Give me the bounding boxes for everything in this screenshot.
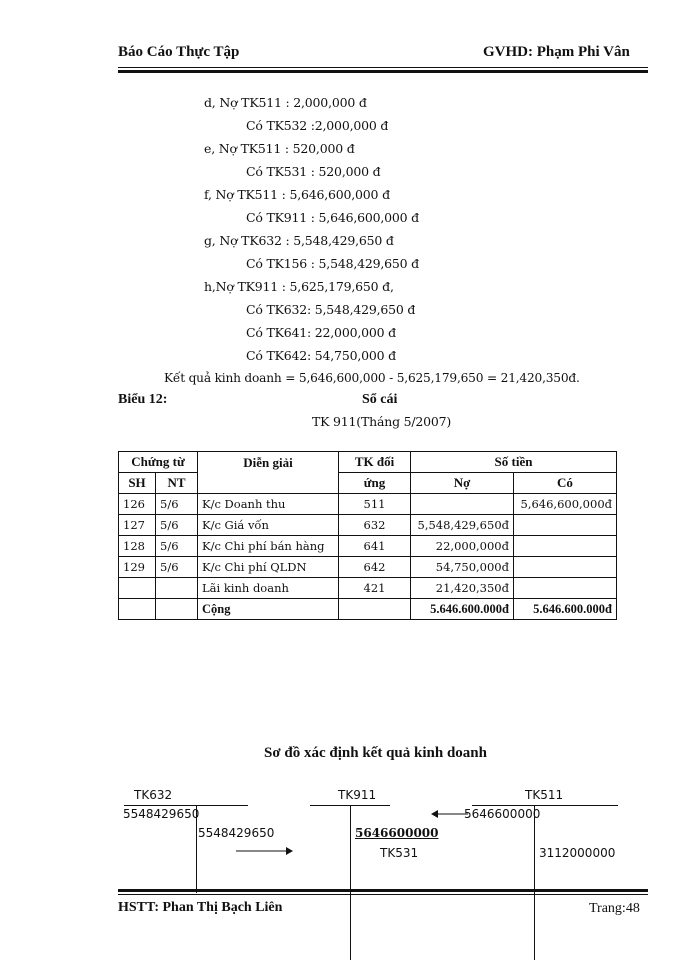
result-line: Kết quả kinh doanh = 5,646,600,000 - 5,625,179,650 = 21,420,350đ.	[164, 371, 580, 385]
cell-nt: 5/6	[156, 557, 198, 578]
col-no: Nợ	[411, 473, 514, 494]
cell-tk: 632	[339, 515, 411, 536]
cell-dien-giai: K/c Doanh thu	[198, 494, 339, 515]
table-row	[119, 494, 617, 515]
cell-tk: 511	[339, 494, 411, 515]
cell-dien-giai: K/c Chi phí QLDN	[198, 557, 339, 578]
t-account-511-label: TK511	[525, 788, 564, 802]
cell-co	[514, 536, 617, 557]
entry-f-debit: f, Nợ TK511 : 5,646,600,000 đ	[204, 187, 390, 202]
cell-sh	[119, 578, 156, 599]
entry-d-credit: Có TK532 :2,000,000 đ	[246, 118, 389, 133]
cell-nt: 5/6	[156, 536, 198, 557]
header-rule-thin	[118, 67, 648, 68]
t-account-911-stem	[350, 805, 351, 960]
cell-sh: 126	[119, 494, 156, 515]
col-sh: SH	[119, 473, 156, 494]
bieu-label: Biểu 12:	[118, 392, 168, 407]
cell-no: 5,548,429,650đ	[411, 515, 514, 536]
t-account-911-label: TK911	[338, 788, 377, 802]
col-chung-tu: Chứng từ	[119, 452, 198, 473]
header-right: GVHD: Phạm Phi Vân	[483, 44, 630, 60]
entry-d-debit: d, Nợ TK511 : 2,000,000 đ	[204, 95, 367, 110]
entry-h-credit-632: Có TK632: 5,548,429,650 đ	[246, 302, 416, 317]
footer-rule-thick	[118, 889, 648, 892]
total-no: 5.646.600.000đ	[411, 599, 514, 620]
diagram-title: Sơ đồ xác định kết quả kinh doanh	[264, 745, 487, 761]
t632-credit-value: 5548429650	[198, 826, 275, 840]
entry-h-credit-641: Có TK641: 22,000,000 đ	[246, 325, 396, 340]
entry-h-debit: h,Nợ TK911 : 5,625,179,650 đ,	[204, 279, 394, 294]
cell-co	[514, 515, 617, 536]
t-account-632-label: TK632	[134, 788, 173, 802]
t911-total-value: 5646600000	[355, 826, 439, 840]
table-row	[119, 536, 617, 557]
col-tk-doi: TK đối	[339, 452, 411, 473]
cell-co	[514, 578, 617, 599]
entry-f-credit: Có TK911 : 5,646,600,000 đ	[246, 210, 419, 225]
cell-dien-giai: K/c Chi phí bán hàng	[198, 536, 339, 557]
arrow-left-icon	[430, 807, 470, 821]
cell-no: 21,420,350đ	[411, 578, 514, 599]
cell-co: 5,646,600,000đ	[514, 494, 617, 515]
footer-rule-thin	[118, 894, 648, 895]
arrow-right-icon	[234, 844, 294, 858]
ledger-title: Sổ cái	[362, 392, 398, 407]
ledger-table	[118, 451, 617, 620]
cell-nt: 5/6	[156, 494, 198, 515]
t911-credit-value: 5646600000	[464, 807, 541, 821]
header-left: Báo Cáo Thực Tập	[118, 44, 240, 60]
entry-e-debit: e, Nợ TK511 : 520,000 đ	[204, 141, 355, 156]
col-co: Có	[514, 473, 617, 494]
entry-g-credit: Có TK156 : 5,548,429,650 đ	[246, 256, 419, 271]
cell-tk: 642	[339, 557, 411, 578]
t-account-511-top	[472, 805, 618, 806]
header-rule-thick	[118, 70, 648, 73]
col-so-tien: Số tiền	[411, 452, 617, 473]
entry-e-credit: Có TK531 : 520,000 đ	[246, 164, 381, 179]
cell-nt	[156, 578, 198, 599]
cell-nt: 5/6	[156, 515, 198, 536]
table-row	[119, 578, 617, 599]
footer-left: HSTT: Phan Thị Bạch Liên	[118, 900, 283, 915]
cell-no	[411, 494, 514, 515]
cell-sh: 129	[119, 557, 156, 578]
cell-sh: 128	[119, 536, 156, 557]
col-ung: ứng	[339, 473, 411, 494]
cell-tk: 421	[339, 578, 411, 599]
table-row	[119, 557, 617, 578]
col-dien-giai: Diễn giải	[198, 452, 339, 494]
cell-no: 54,750,000đ	[411, 557, 514, 578]
entry-g-debit: g, Nợ TK632 : 5,548,429,650 đ	[204, 233, 394, 248]
t632-debit-value: 5548429650	[123, 807, 200, 821]
cell-dien-giai: Lãi kinh doanh	[198, 578, 339, 599]
table-total-row	[119, 599, 617, 620]
entry-h-credit-642: Có TK642: 54,750,000 đ	[246, 348, 396, 363]
t-account-511-stem	[534, 805, 535, 960]
total-co: 5.646.600.000đ	[514, 599, 617, 620]
cell-co	[514, 557, 617, 578]
t-account-632-top	[124, 805, 248, 806]
t511-value: 3112000000	[539, 846, 616, 860]
ledger-subtitle: TK 911(Tháng 5/2007)	[312, 414, 452, 429]
page-number: Trang:48	[589, 901, 640, 916]
cell-no: 22,000,000đ	[411, 536, 514, 557]
cell-dien-giai: K/c Giá vốn	[198, 515, 339, 536]
col-nt: NT	[156, 473, 198, 494]
cell-tk: 641	[339, 536, 411, 557]
table-row	[119, 515, 617, 536]
tk531-label: TK531	[380, 846, 419, 860]
cell-sh: 127	[119, 515, 156, 536]
total-label: Cộng	[198, 599, 339, 620]
